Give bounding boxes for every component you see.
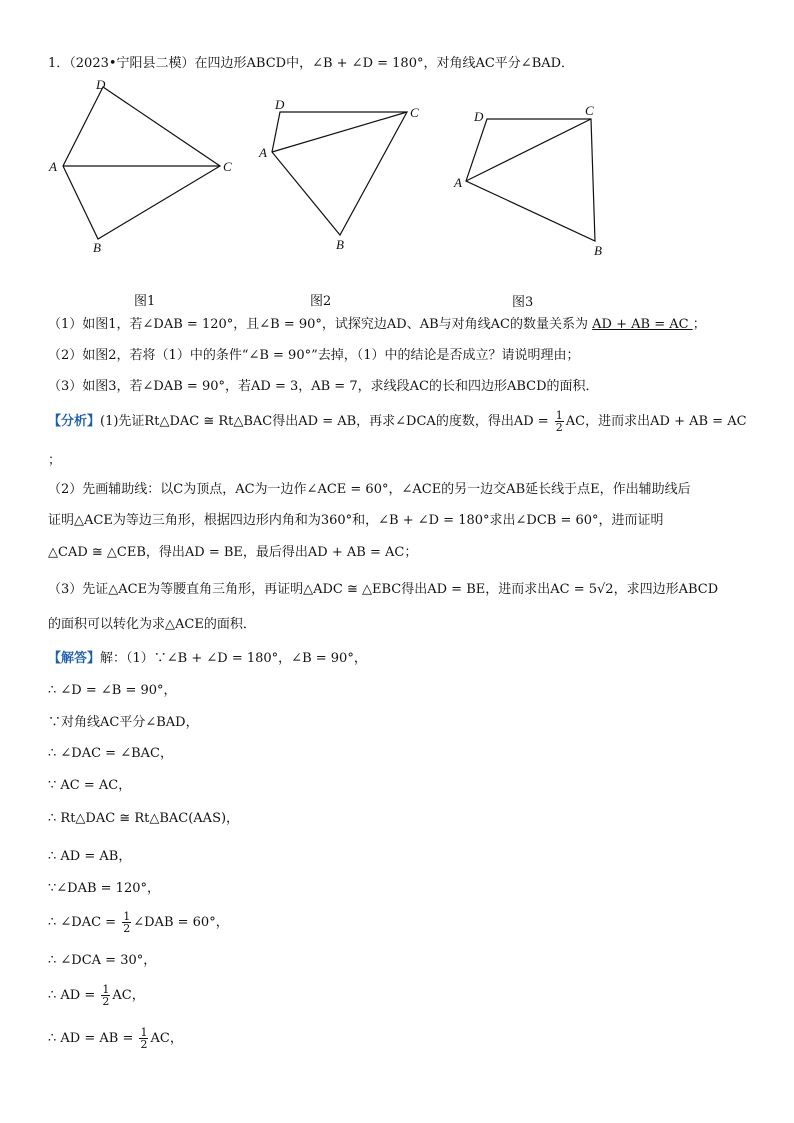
figure-2-diagonal-ac <box>272 112 407 152</box>
analysis-p3-line-2: 的面积可以转化为求△ACE的面积． <box>48 617 256 632</box>
solution-line-5: ∴ Rt△DAC ≅ Rt△BAC(AAS)， <box>48 811 240 826</box>
figure-1-caption: 图1 <box>134 294 156 309</box>
solution-s11-a: ∴ AD = AB = <box>48 1031 134 1046</box>
analysis-paragraph-1 <box>48 410 747 433</box>
fraction-denominator: 2 <box>140 1038 148 1051</box>
analysis-p1-b: AC，进而求出AD + AB = AC <box>565 414 747 429</box>
fraction-one-half <box>555 410 564 433</box>
solution-line-8 <box>48 911 229 934</box>
solution-tag: 【解答】 <box>48 651 101 666</box>
figure-2-label-a: A <box>259 145 267 160</box>
solution-line-1: ∴ ∠D = ∠B = 90°， <box>48 683 177 698</box>
solution-line-0 <box>48 650 367 668</box>
solution-line-11 <box>48 1027 183 1050</box>
fraction-one-half <box>122 911 131 934</box>
question-1-answer: AD + AB = AC <box>592 317 693 332</box>
figure-2 <box>250 90 440 260</box>
solution-s10-a: ∴ AD = <box>48 988 96 1003</box>
question-2: （2）如图2，若将（1）中的条件“∠B = 90°”去掉，（1）中的结论是否成立？请说明理由； <box>48 348 580 363</box>
question-1-text: （1）如图1，若∠DAB = 120°，且∠B = 90°，试探究边AD、AB与对角线AC的数量关系为 <box>48 317 589 332</box>
figure-2-label-c: C <box>410 105 419 120</box>
solution-s0: 解：（1）∵∠B + ∠D = 180°，∠B = 90°， <box>100 651 367 666</box>
solution-line-2: ∵对角线AC平分∠BAD， <box>48 715 199 730</box>
fraction-denominator: 2 <box>555 421 563 434</box>
solution-s8-a: ∴ ∠DAC = <box>48 915 117 930</box>
figure-1-label-c: C <box>223 159 232 174</box>
fraction-denominator: 2 <box>123 922 131 935</box>
analysis-p2-line-1: （2）先画辅助线：以C为顶点，AC为一边作∠ACE = 60°，∠ACE的另一边交AB延长线于点E，作出辅助线后 <box>48 482 691 497</box>
solution-line-10 <box>48 984 145 1007</box>
solution-s10-b: AC， <box>112 988 145 1003</box>
figure-3-label-a: A <box>454 175 462 190</box>
analysis-p1-a: (1)先证Rt△DAC ≅ Rt△BAC得出AD = AB，再求∠DCA的度数，得出AD = <box>100 414 549 429</box>
figure-2-label-b: B <box>336 237 344 252</box>
solution-line-3: ∴ ∠DAC = ∠BAC， <box>48 746 173 761</box>
question-1 <box>48 316 706 334</box>
figure-1 <box>40 75 250 255</box>
analysis-p2-line-2: 证明△ACE为等边三角形，根据四边形内角和为360°和，∠B + ∠D = 180°求出∠DCB = 60°，进而证明 <box>48 513 664 528</box>
fraction-one-half <box>101 984 110 1007</box>
solution-line-4: ∵ AC = AC， <box>48 778 132 793</box>
analysis-p2-line-3: △CAD ≅ △CEB，得出AD = BE，最后得出AD + AB = AC； <box>48 545 418 560</box>
analysis-tag: 【分析】 <box>48 414 101 429</box>
fraction-denominator: 2 <box>102 995 110 1008</box>
analysis-p1-end: ； <box>48 453 62 468</box>
figure-3 <box>445 95 625 265</box>
solution-s11-b: AC， <box>150 1031 183 1046</box>
solution-line-6: ∴ AD = AB， <box>48 849 132 864</box>
figure-3-label-b: B <box>594 243 602 258</box>
figure-2-caption: 图2 <box>310 294 332 309</box>
problem-header: 1．（2023•宁阳县二模）在四边形ABCD中，∠B + ∠D = 180°，对角线AC平分∠BAD． <box>48 56 575 71</box>
fraction-one-half <box>139 1027 148 1050</box>
analysis-p3-line-1: （3）先证△ACE为等腰直角三角形，再证明△ADC ≅ △EBC得出AD = BE，进而求出AC = 5√2，求四边形ABCD <box>48 582 719 597</box>
fraction-numerator: 1 <box>555 409 563 422</box>
fraction-numerator: 1 <box>140 1026 148 1039</box>
figure-1-label-d: D <box>96 77 106 92</box>
figure-3-label-d: D <box>474 109 484 124</box>
figure-1-quadrilateral <box>63 87 220 239</box>
figure-3-diagonal-ac <box>466 119 591 181</box>
solution-s8-b: ∠DAB = 60°， <box>133 915 229 930</box>
figure-1-label-a: A <box>49 159 57 174</box>
figure-3-caption: 图3 <box>512 295 534 310</box>
figure-3-label-c: C <box>585 103 594 118</box>
figure-3-quadrilateral <box>466 119 595 241</box>
question-1-end: ； <box>692 317 706 332</box>
fraction-numerator: 1 <box>102 983 110 996</box>
figure-2-label-d: D <box>275 97 285 112</box>
question-3: （3）如图3，若∠DAB = 90°，若AD = 3，AB = 7，求线段AC的长和四边形ABCD的面积． <box>48 379 599 394</box>
solution-line-9: ∴ ∠DCA = 30°， <box>48 953 157 968</box>
fraction-numerator: 1 <box>123 910 131 923</box>
figure-1-label-b: B <box>93 240 101 255</box>
solution-line-7: ∵∠DAB = 120°， <box>48 881 160 896</box>
figure-2-quadrilateral <box>272 112 407 235</box>
